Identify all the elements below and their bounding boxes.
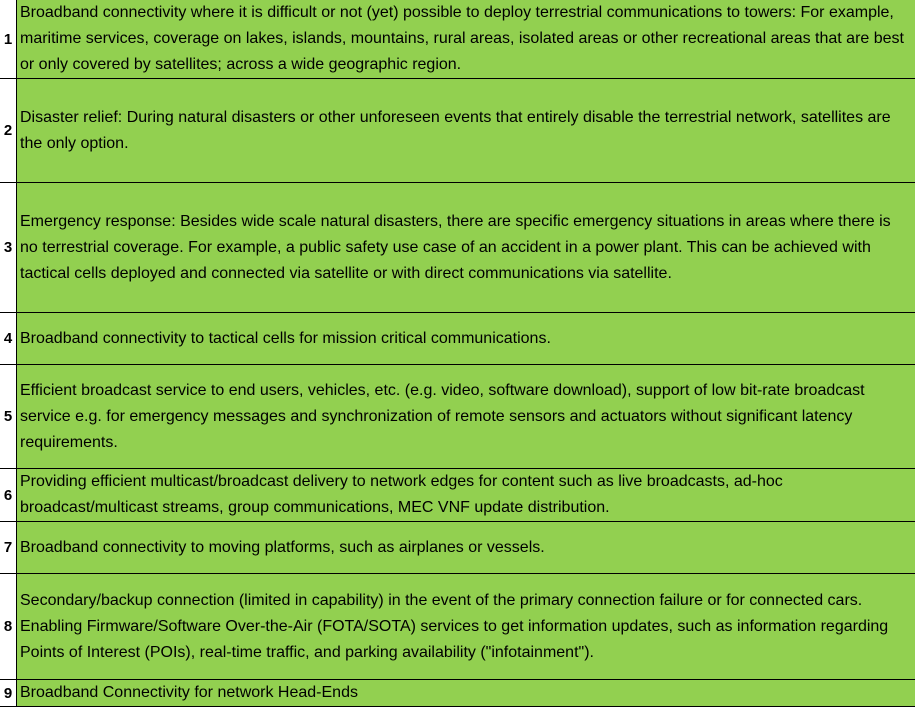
row-text: Broadband connectivity to moving platforms, such as airplanes or vessels. bbox=[17, 522, 915, 574]
table-row bbox=[0, 522, 915, 574]
row-number: 7 bbox=[0, 522, 17, 574]
table-row bbox=[0, 365, 915, 469]
row-number: 5 bbox=[0, 365, 17, 469]
row-text: Efficient broadcast service to end users, vehicles, etc. (e.g. video, software download), support of low bit-rate broadcast service e.g. for emergency messages and synchronization of remote sensors and actuators without significant latency requirements. bbox=[17, 365, 915, 469]
row-text: Broadband connectivity where it is difficult or not (yet) possible to deploy terrestrial communications to towers: For example, maritime services, coverage on lakes, islands, mountains, rural areas, isolated areas or other recreational areas that are best or only covered by satellites; across a wide geographic region. bbox=[17, 0, 915, 79]
row-text: Broadband Connectivity for network Head-Ends bbox=[17, 680, 915, 707]
row-text: Broadband connectivity to tactical cells for mission critical communications. bbox=[17, 313, 915, 365]
table-row bbox=[0, 469, 915, 522]
row-number: 3 bbox=[0, 183, 17, 313]
table-row bbox=[0, 183, 915, 313]
row-text: Providing efficient multicast/broadcast delivery to network edges for content such as live broadcasts, ad-hoc broadcast/multicast streams, group communications, MEC VNF update distribution. bbox=[17, 469, 915, 522]
row-number: 4 bbox=[0, 313, 17, 365]
row-text: Disaster relief: During natural disasters or other unforeseen events that entirely disable the terrestrial network, satellites are the only option. bbox=[17, 79, 915, 183]
row-number: 2 bbox=[0, 79, 17, 183]
table-row bbox=[0, 0, 915, 79]
table-row bbox=[0, 313, 915, 365]
row-number: 9 bbox=[0, 680, 17, 707]
row-number: 1 bbox=[0, 0, 17, 79]
table-row bbox=[0, 574, 915, 680]
row-number: 6 bbox=[0, 469, 17, 522]
row-text: Emergency response: Besides wide scale natural disasters, there are specific emergency situations in areas where there is no terrestrial coverage. For example, a public safety use case of an accident in a power plant. This can be achieved with tactical cells deployed and connected via satellite or with direct communications via satellite. bbox=[17, 183, 915, 313]
row-text: Secondary/backup connection (limited in capability) in the event of the primary connection failure or for connected cars. Enabling Firmware/Software Over-the-Air (FOTA/SOTA) services to get information updates, such as information regarding Points of Interest (POIs), real-time traffic, and parking availability ("infotainment"). bbox=[17, 574, 915, 680]
table-row bbox=[0, 79, 915, 183]
row-number: 8 bbox=[0, 574, 17, 680]
table-row bbox=[0, 680, 915, 707]
